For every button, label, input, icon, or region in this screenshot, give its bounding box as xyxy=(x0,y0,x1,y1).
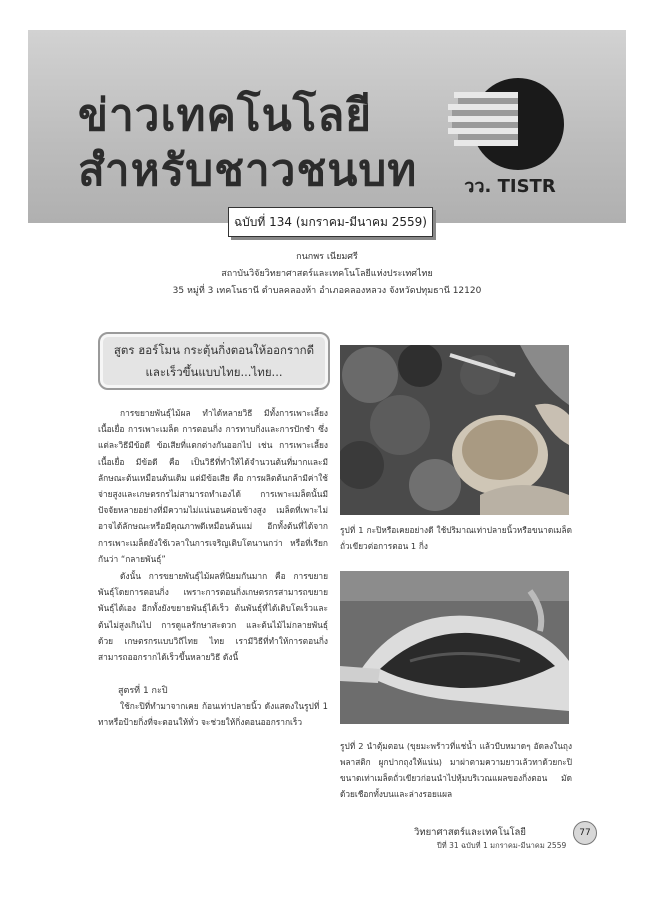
article-heading-box xyxy=(98,332,330,390)
page-number: 77 xyxy=(573,821,597,845)
journal-name: วิทยาศาสตร์และเทคโนโลยี xyxy=(414,827,526,838)
paragraph-2: ดังนั้น การขยายพันธุ์ไม้ผลที่นิยมกันมาก คือ การขยายพันธุ์โดยการตอนกิ่ง เพราะการตอนกิ่งเกษตรกรสามารถขยายพันธุ์ได้เอง อีกทั้งยังขยายพันธุ์ได้เร็ว ต้นพันธุ์ที่ได้เติบโตเร็วและต้นไม่สูงเกินไป การดูแลรักษาสะดวก และต้นไม้ไม่กลายพันธุ์ด้วย เกษตรกรแบบวิถีไทย ไทย เรามีวิธีที่ทำให้การตอนกิ่งสามารถออกรากได้เร็วขึ้นหลายวิธี ดังนี้ xyxy=(98,571,328,663)
figure-2-caption: รูปที่ 2 นำตุ้มตอน (ขุยมะพร้าวที่แช่น้ำ แล้วบีบหมาดๆ อัดลงในถุงพลาสติก ผูกปากถุงให้แน่น) มาผ่าตามความยาวเล้วทาด้วยกะปิขนาดเท่าเมล็ดถั่วเขียวก่อนนำไปหุ้มบริเวณแผลของกิ่งตอน มัดด้วยเชือกทั้งบนและล่างรอยแผล xyxy=(340,741,572,799)
article-heading-line-2: และเร็วขึ้นแบบไทย...ไทย... xyxy=(145,365,283,379)
institute-name: สถาบันวิจัยวิทยาศาสตร์และเทคโนโลยีแห่งประเทศไทย xyxy=(221,269,433,279)
formula-1-subheading: สูตรที่ 1 กะปิ xyxy=(118,686,168,696)
figure-2-photo xyxy=(340,571,569,724)
paragraph-3: ใช้กะปิที่ทำมาจากเคย ก้อนเท่าปลายนิ้ว ดังแสดงในรูปที่ 1 ทาหรือป้ายกิ่งที่จะตอนให้ทั่ว จะช่วยให้กิ่งตอนออกรากเร็ว xyxy=(98,701,328,728)
issue-label: ฉบับที่ 134 (มกราคม-มีนาคม 2559) xyxy=(228,207,433,237)
title-line-2: สำหรับชาวชนบท xyxy=(78,145,418,196)
article-heading-line-1: สูตร ฮอร์โมน กระตุ้นกิ่งตอนให้ออกรากดี xyxy=(113,343,315,357)
tistr-logo xyxy=(448,74,572,198)
journal-volume: ปีที่ 31 ฉบับที่ 1 มกราคม-มีนาคม 2559 xyxy=(437,841,567,850)
institute-address: 35 หมู่ที่ 3 เทคโนธานี ตำบลคลองห้า อำเภอคลองหลวง จังหวัดปทุมธานี 12120 xyxy=(172,286,482,296)
logo-text: วว. TISTR xyxy=(464,176,556,197)
author-name: กนกพร เนียมศรี xyxy=(296,252,358,262)
title-line-1: ข่าวเทคโนโลยี xyxy=(78,90,373,141)
paragraph-1: การขยายพันธุ์ไม้ผล ทำได้หลายวิธี มีทั้งการเพาะเลี้ยงเนื้อเยื่อ การเพาะเมล็ด การตอนกิ่ง การทาบกิ่งและการปักชำ ซึ่งแต่ละวิธีมีข้อดี ข้อเสียที่แตกต่างกันออกไป เช่น การเพาะเลี้ยงเนื้อเยื่อ มีข้อดี คือ เป็นวิธีที่ทำให้ได้จำนวนต้นที่มากและมีลักษณะต้นเหมือนต้นเดิม แต่มีข้อเสีย คือ การผลิตต้นกล้ามีค่าใช้จ่ายสูงและเกษตรกรไม่สามารถทำเองได้ การเพาะเมล็ดนั้นมีปัจจัยหลายอย่างที่มีความไม่แน่นอนค่อนข้างสูง เมล็ดที่เพาะไม่อาจได้ลักษณะหรือมีคุณภาพดีเหมือนต้นแม่ อีกทั้งต้นที่ได้จากการเพาะเมล็ดยังใช้เวลาในการเจริญเติบโตนานกว่า หรือที่เรียกกันว่า “กลายพันธุ์” xyxy=(98,408,328,564)
figure-1-photo xyxy=(340,345,569,515)
figure-1-caption: รูปที่ 1 กะปิหรือเคยอย่างดี ใช้ปริมาณเท่าปลายนิ้วหรือขนาดเมล็ดถั่วเขียวต่อการตอน 1 กิ่ง xyxy=(340,525,572,551)
